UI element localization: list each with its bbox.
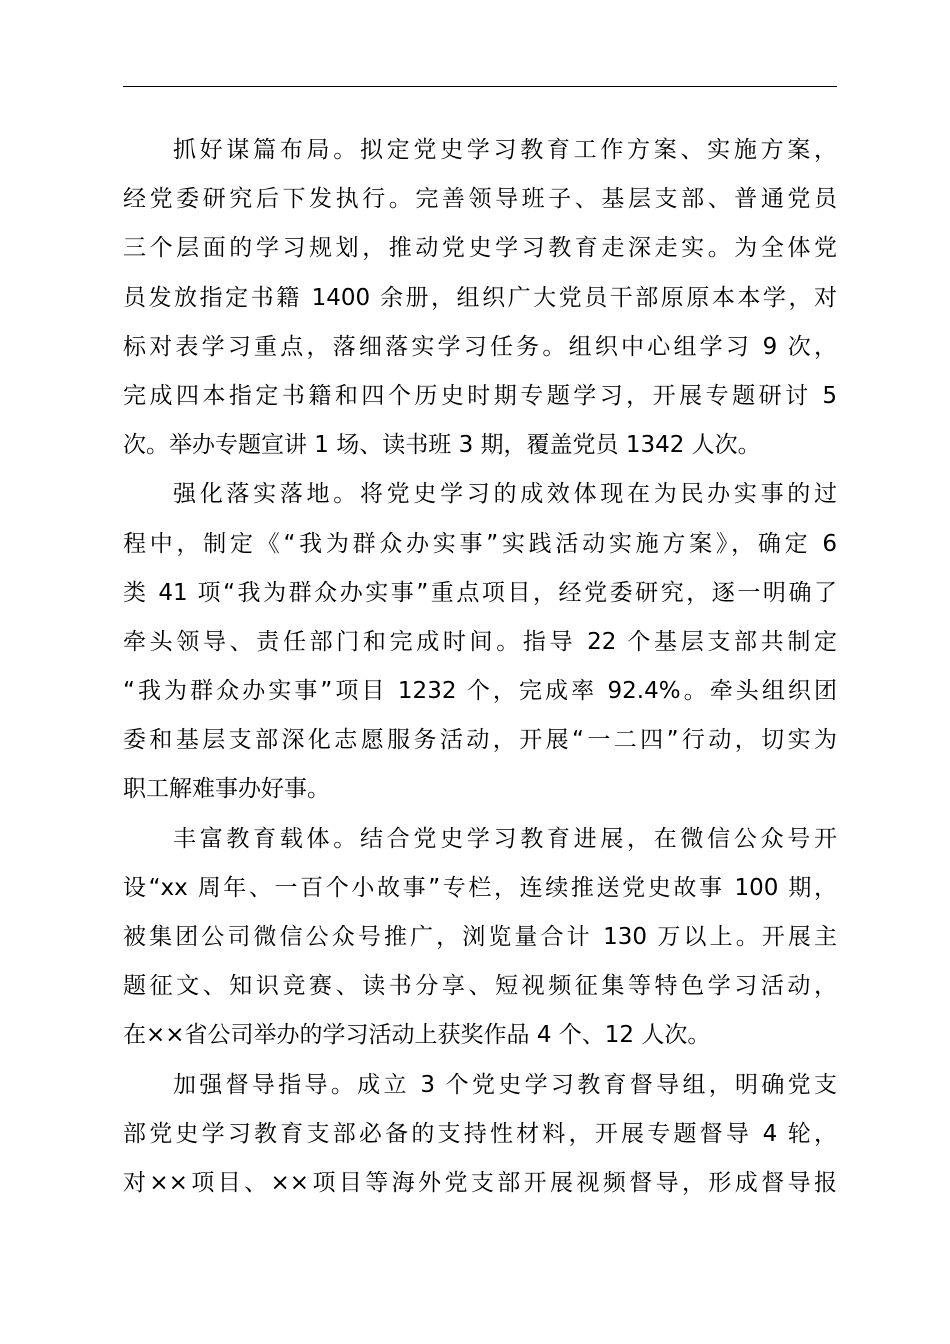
text-line: 部党史学习教育支部必备的支持性材料，开展专题督导 4 轮， xyxy=(123,1120,837,1147)
text-line: 对××项目、××项目等海外党支部开展视频督导，形成督导报 xyxy=(123,1169,837,1196)
text-line: 类 41 项“我为群众办实事”重点项目，经党委研究，逐一明确了 xyxy=(123,579,837,606)
text-line: 经党委研究后下发执行。完善领导班子、基层支部、普通党员 xyxy=(123,186,837,213)
paragraph-implementation xyxy=(123,470,837,814)
text-line: 完成四本指定书籍和四个历史时期专题学习，开展专题研讨 5 xyxy=(123,382,837,409)
paragraph-supervision xyxy=(123,1061,837,1209)
text-line: 职工解难事办好事。 xyxy=(123,776,330,803)
text-line: “我为群众办实事”项目 1232 个，完成率 92.4%。牵头组织团 xyxy=(123,678,837,705)
text-line: 牵头领导、责任部门和完成时间。指导 22 个基层支部共制定 xyxy=(123,628,837,655)
text-line: 员发放指定书籍 1400 余册，组织广大党员干部原原本本学，对 xyxy=(123,284,837,311)
text-line: 次。举办专题宣讲 1 场、读书班 3 期，覆盖党员 1342 人次。 xyxy=(123,432,761,459)
text-line: 在××省公司举办的学习活动上获奖作品 4 个、12 人次。 xyxy=(123,1022,711,1049)
text-line: 题征文、知识竞赛、读书分享、短视频征集等特色学习活动， xyxy=(123,973,837,1000)
text-line: 抓好谋篇布局。拟定党史学习教育工作方案、实施方案， xyxy=(173,137,837,163)
text-line: 被集团公司微信公众号推广，浏览量合计 130 万以上。开展主 xyxy=(123,924,837,950)
text-line: 委和基层支部深化志愿服务活动，开展“一二四”行动，切实为 xyxy=(123,727,837,754)
text-line: 三个层面的学习规划，推动党史学习教育走深走实。为全体党 xyxy=(123,235,837,262)
text-line: 程中，制定《“我为群众办实事”实践活动实施方案》，确定 6 xyxy=(123,530,837,557)
text-line: 标对表学习重点，落细落实学习任务。组织中心组学习 9 次， xyxy=(123,333,837,360)
paragraph-planning xyxy=(123,126,837,470)
text-line: 强化落实落地。将党史学习的成效体现在为民办实事的过 xyxy=(173,481,837,508)
text-line: 丰富教育载体。结合党史学习教育进展，在微信公众号开 xyxy=(173,825,837,852)
header-rule xyxy=(123,86,837,87)
body-text xyxy=(123,126,837,1208)
text-line: 加强督导指导。成立 3 个党史学习教育督导组，明确党支 xyxy=(173,1071,837,1098)
text-line: 设“xx 周年、一百个小故事”专栏，连续推送党史故事 100 期， xyxy=(123,874,837,901)
paragraph-education-carriers xyxy=(123,815,837,1061)
